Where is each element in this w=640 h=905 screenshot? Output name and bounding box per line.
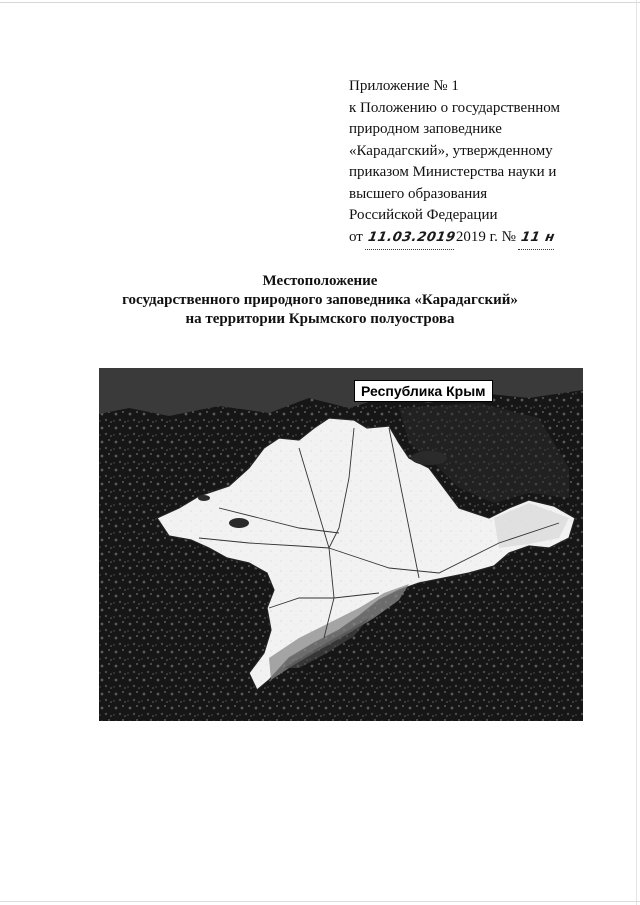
appendix-line-5: высшего образования	[349, 185, 488, 202]
scan-edge-right	[636, 0, 637, 905]
appendix-line-4: приказом Министерства науки и	[349, 164, 557, 180]
crimea-map-image	[99, 368, 583, 721]
heading-line-2: государственного природного заповедника «Карадагский»	[122, 292, 518, 308]
date-prefix: от	[349, 228, 363, 245]
heading-line-1: Местоположение	[262, 273, 378, 289]
appendix-line-1: к Положению о государственном	[349, 99, 560, 116]
map-region-label: Республика Крым	[354, 380, 493, 402]
lake-2	[198, 495, 210, 501]
appendix-title: Приложение № 1	[349, 78, 459, 94]
appendix-line-3: «Карадагский», утвержденному	[349, 142, 553, 159]
scan-edge-bottom	[0, 901, 640, 902]
appendix-line-6: Российской Федерации	[349, 207, 498, 223]
handwritten-date: 11.03.2019	[365, 227, 458, 250]
appendix-header	[349, 76, 609, 249]
scan-edge-top	[0, 2, 640, 3]
document-heading	[60, 272, 580, 329]
appendix-date-line	[349, 227, 609, 250]
appendix-line-2: природном заповеднике	[349, 121, 502, 137]
heading-line-3: на территории Крымского полуострова	[185, 311, 455, 327]
crimea-map	[99, 368, 583, 721]
lake-1	[229, 518, 249, 528]
handwritten-order-number: 11 н	[518, 227, 558, 250]
date-suffix: 2019 г. №	[455, 228, 516, 245]
